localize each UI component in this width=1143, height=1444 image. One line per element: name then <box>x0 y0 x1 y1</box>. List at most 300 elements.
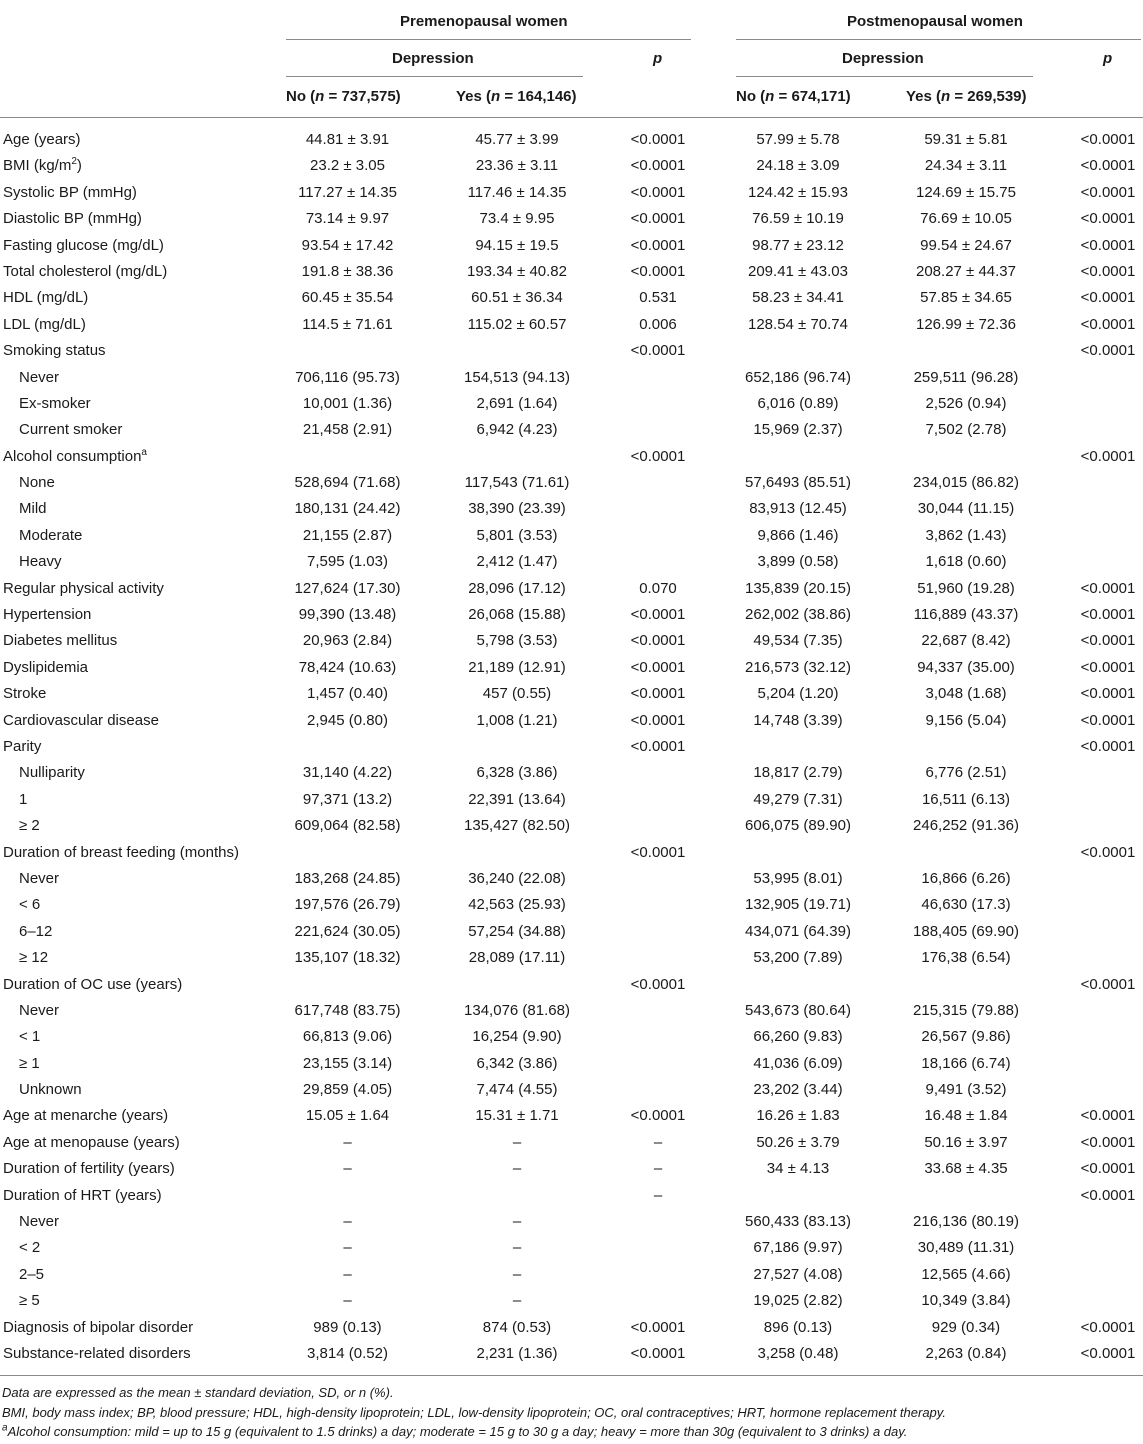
cell-post-p: <0.0001 <box>1080 737 1136 755</box>
cell-post-p: <0.0001 <box>1080 1160 1136 1178</box>
cell-pre-yes: 57,254 (34.88) <box>468 922 566 940</box>
row-label <box>19 523 82 549</box>
cell-post-no: 124.42 ± 15.93 <box>748 183 848 201</box>
cell-post-no: 606,075 (89.90) <box>745 817 851 835</box>
cell-post-no: 49,534 (7.35) <box>753 632 843 650</box>
row-label-text: < 1 <box>19 1028 41 1046</box>
cell-post-yes: 59.31 ± 5.81 <box>924 131 1008 148</box>
cell-pre-p: <0.0001 <box>630 342 686 360</box>
cell-pre-no: 15.05 ± 1.64 <box>305 1107 390 1125</box>
cell-post-no: 53,200 (7.89) <box>753 949 843 967</box>
cell-post-no: 14,748 (3.39) <box>753 711 843 729</box>
footnote-alcohol-text: Alcohol consumption: mild = up to 15 g (equivalent to 1.5 drinks) a day; moderate = 15 g to 30 g a day; heavy = more than 30g (equivalent to 3 drinks) a day. <box>7 1424 908 1439</box>
table-row <box>0 444 1143 470</box>
cell-post-no: 896 (0.13) <box>763 1318 833 1336</box>
table-row <box>0 523 1143 549</box>
table-row <box>0 1051 1143 1077</box>
cell-pre-yes: 5,801 (3.53) <box>476 526 558 544</box>
cell-post-no: 57,6493 (85.51) <box>745 474 851 492</box>
cell-post-yes: 6,776 (2.51) <box>925 764 1007 782</box>
table-row <box>0 470 1143 496</box>
cell-pre-yes: 22,391 (13.64) <box>468 790 566 808</box>
cell-post-p: <0.0001 <box>1080 711 1136 729</box>
cell-post-yes: 18,166 (6.74) <box>921 1054 1011 1072</box>
cell-post-yes: 1,618 (0.60) <box>925 553 1007 571</box>
table-footnotes <box>2 1383 1140 1442</box>
row-label <box>19 470 55 496</box>
row-label-text: ≥ 5 <box>19 1292 40 1310</box>
row-label-text: Duration of OC use (years) <box>3 975 183 993</box>
cell-post-p: <0.0001 <box>1080 1344 1136 1362</box>
row-label <box>3 708 159 734</box>
table-row <box>0 206 1143 232</box>
cell-pre-yes: 16,254 (9.90) <box>472 1028 562 1046</box>
row-label-text: Regular physical activity <box>3 579 164 597</box>
cell-pre-yes: 874 (0.53) <box>482 1318 552 1336</box>
row-label-text: Fasting glucose (mg/dL) <box>3 236 164 254</box>
cell-pre-yes: 154,513 (94.13) <box>464 368 570 386</box>
cell-pre-no: 23.2 ± 3.05 <box>310 157 385 175</box>
cell-pre-no: 528,694 (71.68) <box>294 474 401 492</box>
row-label-text: Diastolic BP (mmHg) <box>3 210 142 228</box>
cell-post-no: 135,839 (20.15) <box>745 579 851 597</box>
group-header-postmenopausal: Postmenopausal women <box>847 13 1023 30</box>
row-label <box>3 840 239 866</box>
cell-pre-no: 97,371 (13.2) <box>302 790 393 808</box>
cell-pre-yes: 28,096 (17.12) <box>468 579 566 597</box>
table-row <box>0 153 1143 179</box>
cell-pre-no: 989 (0.13) <box>313 1318 382 1336</box>
cell-pre-p: <0.0001 <box>630 975 686 993</box>
cell-pre-yes: – <box>512 1160 522 1178</box>
table-row <box>0 1077 1143 1103</box>
cell-post-no: 19,025 (2.82) <box>753 1292 843 1310</box>
row-label-text: Cardiovascular disease <box>3 711 159 729</box>
table-row <box>0 259 1143 285</box>
row-label <box>3 206 142 232</box>
table-row <box>0 496 1143 522</box>
table-body <box>0 127 1143 1367</box>
cell-post-no: 128.54 ± 70.74 <box>748 315 848 333</box>
cell-pre-no: 21,458 (2.91) <box>302 421 393 439</box>
cell-post-yes: 188,405 (69.90) <box>913 922 1019 940</box>
cell-pre-no: 20,963 (2.84) <box>302 632 393 650</box>
cell-pre-p: <0.0001 <box>630 447 686 465</box>
row-label-text: Total cholesterol (mg/dL) <box>3 262 168 280</box>
cell-post-yes: 10,349 (3.84) <box>921 1292 1011 1310</box>
table-row <box>0 866 1143 892</box>
cell-post-no: 76.59 ± 10.19 <box>752 210 844 228</box>
cell-post-no: 24.18 ± 3.09 <box>756 157 840 175</box>
cell-pre-p: <0.0001 <box>630 183 686 201</box>
table-row <box>0 312 1143 338</box>
cell-post-no: 34 ± 4.13 <box>766 1160 830 1178</box>
row-label <box>19 391 91 417</box>
table-row <box>0 1156 1143 1182</box>
row-label-text: 2–5 <box>19 1265 45 1283</box>
cell-post-no: 15,969 (2.37) <box>753 421 843 439</box>
table-row <box>0 655 1143 681</box>
row-label <box>19 1051 40 1077</box>
row-label-text: Systolic BP (mmHg) <box>3 183 137 201</box>
table-row <box>0 602 1143 628</box>
row-label-text: Moderate <box>19 526 83 544</box>
row-label-text: Stroke <box>3 685 47 703</box>
cell-pre-yes: 73.4 ± 9.95 <box>479 210 555 228</box>
cell-post-yes: 50.16 ± 3.97 <box>924 1133 1008 1151</box>
row-label-text: Unknown <box>19 1081 82 1099</box>
row-label <box>19 1262 44 1288</box>
cell-pre-yes: 7,474 (4.55) <box>476 1081 558 1099</box>
cell-post-p: <0.0001 <box>1080 658 1136 676</box>
cell-post-no: 83,913 (12.45) <box>749 500 847 518</box>
table-row <box>0 1183 1143 1209</box>
cell-pre-p: <0.0001 <box>630 236 686 254</box>
row-label-text: ≥ 12 <box>19 949 49 967</box>
cell-post-yes: 215,315 (79.88) <box>913 1001 1019 1019</box>
row-label-text: Age at menopause (years) <box>3 1133 180 1151</box>
row-label-text: ≥ 1 <box>19 1054 40 1072</box>
cell-pre-no: 617,748 (83.75) <box>294 1001 401 1019</box>
row-label <box>3 444 147 470</box>
cell-pre-yes: 457 (0.55) <box>482 685 552 703</box>
cell-pre-yes: 117.46 ± 14.35 <box>467 183 567 201</box>
table-row <box>0 734 1143 760</box>
row-label-suffix: ) <box>76 157 82 175</box>
row-label-text: < 2 <box>19 1239 41 1257</box>
table-row <box>0 285 1143 311</box>
cell-post-p: <0.0001 <box>1080 975 1136 993</box>
cell-pre-p: <0.0001 <box>630 1344 686 1362</box>
cell-pre-no: 2,945 (0.80) <box>307 711 388 729</box>
cell-pre-no: 31,140 (4.22) <box>302 764 393 782</box>
cell-post-p: <0.0001 <box>1080 262 1136 280</box>
cell-pre-no: 99,390 (13.48) <box>298 606 397 624</box>
cell-pre-no: 1,457 (0.40) <box>307 685 388 703</box>
cell-post-no: 67,186 (9.97) <box>753 1239 843 1257</box>
cell-pre-p: <0.0001 <box>630 711 686 729</box>
row-label <box>3 180 137 206</box>
table-row <box>0 1262 1143 1288</box>
cell-pre-no: 44.81 ± 3.91 <box>305 131 390 148</box>
cell-post-yes: 124.69 ± 15.75 <box>916 183 1016 201</box>
cell-post-no: 652,186 (96.74) <box>745 368 851 386</box>
row-label <box>19 549 62 575</box>
footnote-data-expression: Data are expressed as the mean ± standard deviation, SD, or n (%). <box>2 1385 394 1400</box>
cell-post-yes: 12,565 (4.66) <box>921 1265 1011 1283</box>
table-row <box>0 338 1143 364</box>
cell-post-yes: 24.34 ± 3.11 <box>924 157 1008 175</box>
row-label-text: Parity <box>3 737 42 755</box>
col-header-pre-yes: Yes (n = 164,146) <box>456 88 577 105</box>
cell-post-yes: 2,263 (0.84) <box>925 1344 1007 1362</box>
cell-pre-no: – <box>343 1292 352 1310</box>
row-label-text: 6–12 <box>19 922 53 940</box>
table-row <box>0 945 1143 971</box>
table-row <box>0 180 1143 206</box>
row-label-text: Ex-smoker <box>19 394 91 412</box>
rule-under-depression-post <box>736 76 1033 77</box>
cell-pre-yes: 38,390 (23.39) <box>468 500 566 518</box>
cell-pre-yes: 5,798 (3.53) <box>476 632 558 650</box>
cell-post-p: <0.0001 <box>1080 236 1136 254</box>
cell-pre-no: 221,624 (30.05) <box>294 922 401 940</box>
cell-pre-yes: 23.36 ± 3.11 <box>475 157 559 175</box>
cell-pre-p: <0.0001 <box>630 843 686 861</box>
row-label <box>3 628 117 654</box>
table-row <box>0 840 1143 866</box>
cell-post-no: 3,899 (0.58) <box>757 553 839 571</box>
row-label <box>3 338 106 364</box>
cell-post-p: <0.0001 <box>1080 1107 1136 1125</box>
cell-post-no: 58.23 ± 34.41 <box>752 289 844 307</box>
row-label <box>3 233 164 259</box>
cell-post-p: <0.0001 <box>1080 579 1136 597</box>
cell-post-yes: 208.27 ± 44.37 <box>916 262 1016 280</box>
cell-pre-no: 7,595 (1.03) <box>307 553 388 571</box>
cell-post-p: <0.0001 <box>1080 157 1136 175</box>
cell-pre-no: 117.27 ± 14.35 <box>298 183 397 201</box>
table-row <box>0 1209 1143 1235</box>
cell-pre-p: <0.0001 <box>630 737 686 755</box>
row-label <box>19 1024 40 1050</box>
cell-post-no: 132,905 (19.71) <box>745 896 851 914</box>
cell-post-no: 6,016 (0.89) <box>757 394 839 412</box>
table-row <box>0 813 1143 839</box>
table-row <box>0 1288 1143 1314</box>
row-label <box>3 972 182 998</box>
cell-pre-no: 78,424 (10.63) <box>298 658 397 676</box>
table-row <box>0 127 1143 153</box>
cell-post-p: <0.0001 <box>1080 315 1136 333</box>
cell-pre-no: 73.14 ± 9.97 <box>305 210 390 228</box>
cell-post-yes: 30,044 (11.15) <box>917 500 1015 518</box>
depression-header-pre: Depression <box>392 50 474 67</box>
cell-post-p: <0.0001 <box>1080 210 1136 228</box>
row-label <box>19 496 47 522</box>
cell-pre-no: 127,624 (17.30) <box>294 579 401 597</box>
row-label <box>19 1077 82 1103</box>
cell-pre-p: – <box>653 1186 663 1204</box>
col-header-pre-no: No (n = 737,575) <box>286 88 401 105</box>
cell-post-no: 50.26 ± 3.79 <box>756 1133 840 1151</box>
row-label-text: BMI (kg/m <box>3 157 72 175</box>
table-row <box>0 1130 1143 1156</box>
cell-pre-no: 93.54 ± 17.42 <box>301 236 394 254</box>
cell-pre-yes: 2,691 (1.64) <box>476 394 558 412</box>
row-label <box>3 681 46 707</box>
row-label-text: Nulliparity <box>19 764 85 782</box>
row-label-text: Hypertension <box>3 606 92 624</box>
cell-post-yes: 246,252 (91.36) <box>913 817 1019 835</box>
row-label-text: None <box>19 474 55 492</box>
cell-post-p: <0.0001 <box>1080 1133 1136 1151</box>
table-row <box>0 417 1143 443</box>
row-label <box>19 787 27 813</box>
cell-pre-yes: 94.15 ± 19.5 <box>475 236 559 254</box>
row-label <box>3 259 167 285</box>
row-label <box>19 919 52 945</box>
cell-post-yes: 9,156 (5.04) <box>925 711 1007 729</box>
cell-pre-yes: 6,942 (4.23) <box>476 421 558 439</box>
cell-post-p: <0.0001 <box>1080 183 1136 201</box>
row-label <box>19 866 59 892</box>
cell-post-p: <0.0001 <box>1080 632 1136 650</box>
row-label <box>3 285 88 311</box>
table-row <box>0 1315 1143 1341</box>
cell-pre-yes: 15.31 ± 1.71 <box>475 1107 559 1125</box>
cell-post-p: <0.0001 <box>1080 131 1136 148</box>
cell-post-no: 3,258 (0.48) <box>757 1344 839 1362</box>
table-row <box>0 1235 1143 1261</box>
cell-pre-no: 21,155 (2.87) <box>302 526 393 544</box>
cell-post-yes: 57.85 ± 34.65 <box>920 289 1012 307</box>
row-label <box>3 127 81 153</box>
row-label-text: Duration of HRT (years) <box>3 1186 162 1204</box>
cell-pre-yes: 117,543 (71.61) <box>464 474 570 492</box>
footnote-abbreviations: BMI, body mass index; BP, blood pressure; HDL, high-density lipoprotein; LDL, low-density lipoprotein; OC, oral contraceptives; HRT, hormone replacement therapy. <box>2 1404 946 1420</box>
cell-pre-p: <0.0001 <box>630 632 686 650</box>
row-label <box>19 998 59 1024</box>
cell-pre-yes: – <box>512 1239 522 1257</box>
cell-pre-yes: 135,427 (82.50) <box>464 817 570 835</box>
row-label <box>19 945 48 971</box>
cell-post-yes: 929 (0.34) <box>931 1318 1001 1336</box>
cell-post-yes: 26,567 (9.86) <box>921 1028 1011 1046</box>
cell-post-p: <0.0001 <box>1080 289 1136 307</box>
row-label-superscript: 2 <box>71 156 77 168</box>
cell-post-yes: 51,960 (19.28) <box>917 579 1015 597</box>
table-row <box>0 1103 1143 1129</box>
cell-post-no: 262,002 (38.86) <box>745 606 851 624</box>
table-row <box>0 681 1143 707</box>
row-label-text: Mild <box>19 500 47 518</box>
cell-pre-yes: – <box>512 1265 522 1283</box>
cell-post-yes: 76.69 ± 10.05 <box>920 210 1012 228</box>
table-row <box>0 787 1143 813</box>
rule-header-bottom <box>0 117 1143 118</box>
row-label <box>3 1156 175 1182</box>
row-label-text: Diagnosis of bipolar disorder <box>3 1318 194 1336</box>
table-row <box>0 365 1143 391</box>
cell-post-no: 66,260 (9.83) <box>753 1028 843 1046</box>
cell-post-yes: 16,866 (6.26) <box>921 869 1011 887</box>
row-label <box>19 1288 40 1314</box>
cell-pre-p: <0.0001 <box>630 685 686 703</box>
row-label-text: < 6 <box>19 896 41 914</box>
cell-pre-no: 66,813 (9.06) <box>302 1028 393 1046</box>
cell-post-no: 27,527 (4.08) <box>753 1265 843 1283</box>
row-label <box>19 760 85 786</box>
cell-post-no: 98.77 ± 23.12 <box>752 236 844 254</box>
group-header-premenopausal: Premenopausal women <box>400 13 568 30</box>
row-label-text: Substance-related disorders <box>3 1344 191 1362</box>
cell-post-yes: 234,015 (86.82) <box>913 474 1019 492</box>
cell-post-no: 9,866 (1.46) <box>757 526 839 544</box>
table-row <box>0 576 1143 602</box>
cell-pre-yes: 6,342 (3.86) <box>476 1054 558 1072</box>
row-label <box>19 813 40 839</box>
table-row <box>0 391 1143 417</box>
cell-post-no: 41,036 (6.09) <box>753 1054 843 1072</box>
cell-post-yes: 99.54 ± 24.67 <box>920 236 1012 254</box>
cell-post-no: 16.26 ± 1.83 <box>756 1107 840 1125</box>
table-row <box>0 919 1143 945</box>
cell-post-yes: 7,502 (2.78) <box>925 421 1007 439</box>
row-label <box>3 1341 191 1367</box>
row-label <box>3 312 86 338</box>
row-label-text: Age at menarche (years) <box>3 1107 169 1125</box>
cell-pre-p: <0.0001 <box>630 131 686 148</box>
cell-post-yes: 16.48 ± 1.84 <box>924 1107 1008 1125</box>
col-header-post-yes: Yes (n = 269,539) <box>906 88 1027 105</box>
cell-pre-p: <0.0001 <box>630 658 686 676</box>
cell-pre-yes: 26,068 (15.88) <box>468 606 566 624</box>
cell-pre-no: – <box>343 1239 352 1257</box>
cell-pre-no: 3,814 (0.52) <box>307 1344 388 1362</box>
cell-pre-yes: 1,008 (1.21) <box>476 711 558 729</box>
cell-pre-yes: 36,240 (22.08) <box>468 869 566 887</box>
cell-pre-no: 10,001 (1.36) <box>302 394 393 412</box>
table-row <box>0 1024 1143 1050</box>
cell-pre-p: <0.0001 <box>630 157 686 175</box>
cell-post-p: <0.0001 <box>1080 447 1136 465</box>
cell-pre-no: 706,116 (95.73) <box>295 368 400 386</box>
p-header-post: p <box>1103 50 1113 67</box>
cell-pre-yes: 6,328 (3.86) <box>476 764 558 782</box>
cell-pre-no: 197,576 (26.79) <box>294 896 401 914</box>
row-label <box>19 365 59 391</box>
cell-post-no: 23,202 (3.44) <box>753 1081 843 1099</box>
row-label-text: Duration of fertility (years) <box>3 1160 175 1178</box>
cell-post-no: 5,204 (1.20) <box>757 685 839 703</box>
row-label <box>19 1209 59 1235</box>
cell-post-yes: 2,526 (0.94) <box>925 394 1007 412</box>
cell-pre-yes: 21,189 (12.91) <box>468 658 566 676</box>
row-label <box>3 576 164 602</box>
cell-pre-no: 183,268 (24.85) <box>294 869 401 887</box>
cell-post-yes: 126.99 ± 72.36 <box>916 315 1016 333</box>
row-label-text: Current smoker <box>19 421 123 439</box>
row-label <box>3 655 88 681</box>
row-label <box>19 1235 40 1261</box>
cell-pre-p: – <box>653 1133 663 1151</box>
table-row <box>0 998 1143 1024</box>
table-row <box>0 1341 1143 1367</box>
table-row <box>0 549 1143 575</box>
table-row <box>0 628 1143 654</box>
row-label-text: Never <box>19 368 60 386</box>
row-label-text: Never <box>19 1213 60 1231</box>
cell-pre-p: 0.006 <box>639 315 677 333</box>
cell-post-yes: 176,38 (6.54) <box>921 949 1011 967</box>
cell-post-p: <0.0001 <box>1080 843 1136 861</box>
cell-post-no: 209.41 ± 43.03 <box>748 262 848 280</box>
cell-post-no: 434,071 (64.39) <box>745 922 851 940</box>
cell-pre-no: 23,155 (3.14) <box>302 1054 393 1072</box>
cell-pre-yes: 45.77 ± 3.99 <box>475 131 559 148</box>
rule-under-postmenopausal <box>736 39 1141 40</box>
cell-post-p: <0.0001 <box>1080 342 1136 360</box>
cell-post-yes: 46,630 (17.3) <box>921 896 1011 914</box>
cell-pre-no: – <box>343 1160 352 1178</box>
rule-under-depression-pre <box>286 76 583 77</box>
cell-post-p: <0.0001 <box>1080 1318 1136 1336</box>
row-label <box>3 1130 180 1156</box>
cell-pre-yes: 2,231 (1.36) <box>476 1344 558 1362</box>
cell-pre-p: <0.0001 <box>630 606 686 624</box>
cell-pre-no: 191.8 ± 38.36 <box>301 262 394 280</box>
